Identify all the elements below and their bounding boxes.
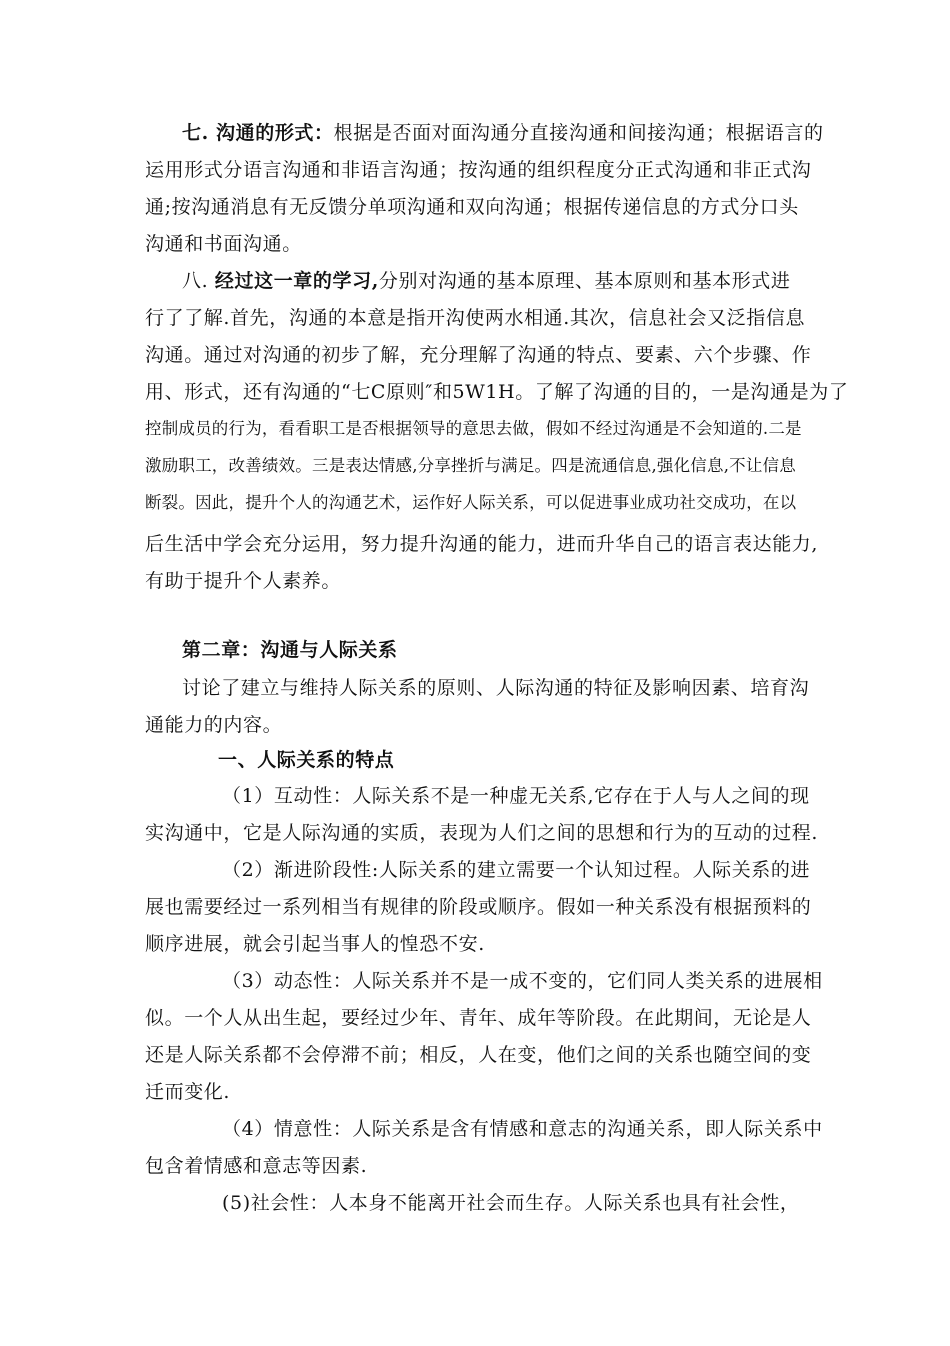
section7-line-2: 运用形式分语言沟通和非语言沟通；按沟通的组织程度分正式沟通和非正式沟 bbox=[145, 159, 812, 181]
section8-line-1 bbox=[182, 263, 791, 299]
section8-line-2: 行了了解.首先，沟通的本意是指开沟使两水相通.其次，信息社会又泛指信息 bbox=[145, 307, 806, 329]
section7-text: 根据是否面对面沟通分直接沟通和间接沟通；根据语言的 bbox=[333, 122, 824, 144]
section8-heading: 经过这一章的学习, bbox=[214, 270, 379, 292]
chapter2-subheading: 一、人际关系的特点 bbox=[218, 749, 395, 771]
item2-line-1: （2）渐进阶段性:人际关系的建立需要一个认知过程。人际关系的进 bbox=[222, 859, 811, 881]
item3-line-2: 似。一个人从出生起，要经过少年、青年、成年等阶段。在此期间，无论是人 bbox=[145, 1007, 812, 1029]
item4-line-2: 包含着情感和意志等因素. bbox=[145, 1155, 368, 1177]
chapter2-intro-line-1: 讨论了建立与维持人际关系的原则、人际沟通的特征及影响因素、培育沟 bbox=[182, 677, 810, 699]
section7-line-4: 沟通和书面沟通。 bbox=[145, 233, 302, 255]
item5-line-1: (5)社会性：人本身不能离开社会而生存。人际关系也具有社会性， bbox=[222, 1192, 800, 1214]
section8-line-9: 有助于提升个人素养。 bbox=[145, 570, 342, 592]
item3-line-1: （3）动态性：人际关系并不是一成不变的，它们同人类关系的进展相 bbox=[222, 970, 823, 992]
section8-line-8: 后生活中学会充分运用，努力提升沟通的能力，进而升华自己的语言表达能力, bbox=[145, 533, 819, 555]
section7-line-3: 通;按沟通消息有无反馈分单项沟通和双向沟通；根据传递信息的方式分口头 bbox=[145, 196, 799, 218]
section7-line-1 bbox=[182, 115, 824, 151]
chapter2-title: 第二章：沟通与人际关系 bbox=[182, 639, 398, 661]
section8-number: 八. bbox=[182, 270, 209, 292]
section8-line-5: 控制成员的行为，看看职工是否根据领导的意思去做，假如不经过沟通是不会知道的.二是 bbox=[145, 419, 802, 438]
item2-line-2: 展也需要经过一系列相当有规律的阶段或顺序。假如一种关系没有根据预料的 bbox=[145, 896, 812, 918]
chapter2-intro-line-2: 通能力的内容。 bbox=[145, 714, 283, 736]
item2-line-3: 顺序进展，就会引起当事人的惶恐不安. bbox=[145, 933, 485, 955]
section8-line-7: 断裂。因此，提升个人的沟通艺术，运作好人际关系，可以促进事业成功社交成功，在以 bbox=[145, 493, 797, 512]
section8-line-3: 沟通。通过对沟通的初步了解，充分理解了沟通的特点、要素、六个步骤、作 bbox=[145, 344, 812, 366]
section7-heading: 七. 沟通的形式： bbox=[182, 122, 334, 144]
section8-text: 分别对沟通的基本原理、基本原则和基本形式进 bbox=[378, 270, 791, 292]
item3-line-3: 还是人际关系都不会停滞不前；相反，人在变，他们之间的关系也随空间的变 bbox=[145, 1044, 812, 1066]
section8-line-6: 激励职工，改善绩效。三是表达情感,分享挫折与满足。四是流通信息,强化信息,不让信息 bbox=[145, 456, 796, 475]
item3-line-4: 迁而变化. bbox=[145, 1081, 231, 1103]
item1-line-1: （1）互动性：人际关系不是一种虚无关系,它存在于人与人之间的现 bbox=[222, 785, 810, 807]
item1-line-2: 实沟通中，它是人际沟通的实质，表现为人们之间的思想和行为的互动的过程. bbox=[145, 822, 819, 844]
section8-line-4: 用、形式，还有沟通的“七C原则″和5W1H。了解了沟通的目的，一是沟通是为了 bbox=[145, 381, 849, 403]
item4-line-1: （4）情意性：人际关系是含有情感和意志的沟通关系，即人际关系中 bbox=[222, 1118, 823, 1140]
